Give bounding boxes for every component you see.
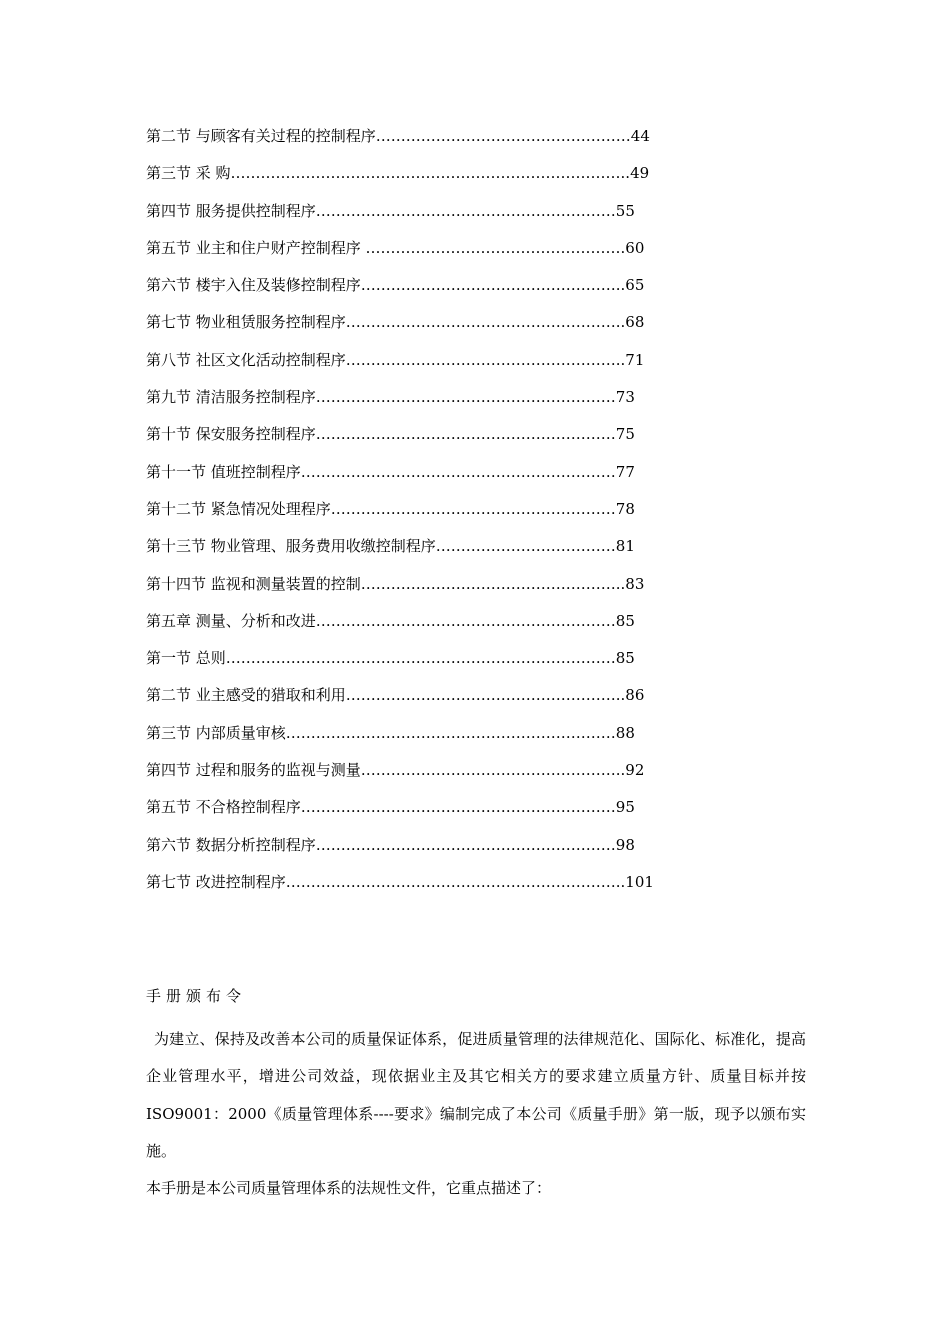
toc-entry: 第二节 业主感受的猎取和利用………………………………………………..86 [146,686,645,705]
toc-entry: 第二节 与顾客有关过程的控制程序……………………………………………44 [146,127,650,145]
toc-entry: 第十三节 物业管理、服务费用收缴控制程序………………………………81 [146,537,635,556]
toc-entry: 第四节 过程和服务的监视与测量……………………………………………..92 [146,761,645,780]
toc-entry: 第九节 清洁服务控制程序……………………………………………………73 [146,388,635,407]
toc-entry: 第六节 楼宇入住及装修控制程序……………………………………………..65 [146,276,645,295]
toc-entry: 第十四节 监视和测量装置的控制……………………………………………..83 [146,574,645,593]
decree-paragraph: 为建立、保持及改善本公司的质量保证体系，促进质量管理的法律规范化、国际化、标准化，提高企业管理水平，增进公司效益，现依据业主及其它相关方的要求建立质量方针、质量目标并按 ISO9001：2000《质量管理体系----要求》编制完成了本公司《质量手册》第一版，现予以颁布实施。 [146,1030,806,1160]
manual-decree-section [146,985,806,1207]
toc-entry: 第五章 测量、分析和改进……………………………………………………85 [146,611,635,630]
toc-entry: 第四节 服务提供控制程序……………………………………………………55 [146,201,635,220]
toc-entry: 第八节 社区文化活动控制程序………………………………………………..71 [146,350,645,369]
toc-entry: 第十二节 紧急情况处理程序…………………………………………………78 [146,499,635,518]
toc-entry: 第十节 保安服务控制程序……………………………………………………75 [146,425,635,444]
toc-entry: 第三节 内部质量审核…………………………………………………………88 [146,723,635,742]
toc-entry: 第七节 改进控制程序…………………………………………………………..101 [146,872,654,891]
toc-entry: 第十一节 值班控制程序………………………………………………………77 [146,462,635,481]
toc-entry: 第七节 物业租赁服务控制程序………………………………………………..68 [146,313,645,332]
section-title: 手册颁布令 [146,987,247,1005]
table-of-contents [146,125,766,908]
toc-entry: 第五节 业主和住户财产控制程序 …………………………………………….60 [146,238,645,257]
toc-entry: 第五节 不合格控制程序………………………………………………………95 [146,798,635,817]
toc-entry: 第三节 采 购……………………………………………………………………..49 [146,164,650,183]
toc-entry: 第六节 数据分析控制程序……………………………………………………98 [146,835,635,854]
toc-entry: 第一节 总则……………………………………………………………………85 [146,649,635,668]
decree-paragraph: 本手册是本公司质量管理体系的法规性文件，它重点描述了： [146,1179,552,1198]
